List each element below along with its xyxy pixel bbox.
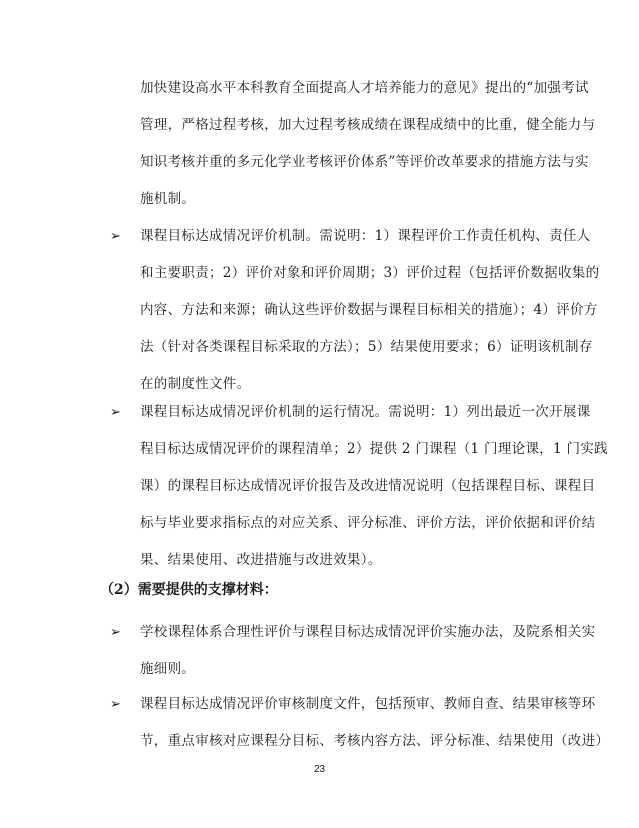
paragraph-line: 知识考核并重的多元化学业考核评价体系”等评价改革要求的措施方法与实: [140, 154, 589, 170]
paragraph-line: 内容、方法和来源；确认这些评价数据与课程目标相关的措施）；4）评价方: [140, 302, 598, 318]
paragraph-line: 课程目标达成情况评价机制。需说明：1）课程评价工作责任机构、责任人: [140, 228, 591, 244]
paragraph-line: 学校课程体系合理性评价与课程目标达成情况评价实施办法，及院系相关实: [140, 624, 596, 640]
paragraph-line: 施细则。: [140, 661, 196, 677]
paragraph-line: 果、结果使用、改进措施与改进效果）。: [140, 552, 382, 568]
paragraph-line: 管理，严格过程考核，加大过程考核成绩在课程成绩中的比重，健全能力与: [140, 117, 596, 133]
arrow-bullet-icon: ➢: [110, 229, 121, 244]
paragraph-line: 课程目标达成情况评价机制的运行情况。需说明：1）列出最近一次开展课: [140, 404, 591, 420]
paragraph-line: 标与毕业要求指标点的对应关系、评分标准、评价方法，评价依据和评价结: [140, 515, 596, 531]
paragraph-line: 在的制度性文件。: [140, 376, 251, 392]
paragraph-line: 程目标达成情况评价的课程清单；2）提供 2 门课程（1 门理论课，1 门实践: [140, 441, 608, 457]
section-heading: （2）需要提供的支撑材料：: [100, 582, 278, 598]
paragraph-line: 节，重点审核对应课程分目标、考核内容方法、评分标准、结果使用（改进）: [140, 733, 610, 749]
bullet-text: [140, 614, 596, 688]
bullet-text: [140, 686, 610, 760]
paragraph-line: 课）的课程目标达成情况评价报告及改进情况说明（包括课程目标、课程目: [140, 478, 596, 494]
arrow-bullet-icon: ➢: [110, 697, 121, 712]
paragraph-line: 课程目标达成情况评价审核制度文件，包括预审、教师自查、结果审核等环: [140, 696, 596, 712]
paragraph-line: 和主要职责；2）评价对象和评价周期；3）评价过程（包括评价数据收集的: [140, 265, 600, 281]
arrow-bullet-icon: ➢: [110, 625, 121, 640]
bullet-text: [140, 218, 600, 403]
intro-paragraph: [140, 70, 596, 218]
page-number: 23: [313, 764, 326, 775]
paragraph-line: 法（针对各类课程目标采取的方法）；5）结果使用要求；6）证明该机制存: [140, 339, 593, 355]
arrow-bullet-icon: ➢: [110, 405, 121, 420]
paragraph-line: 施机制。: [140, 191, 196, 207]
bullet-text: [140, 394, 608, 579]
paragraph-line: 加快建设高水平本科教育全面提高人才培养能力的意见》提出的“加强考试: [140, 80, 589, 96]
